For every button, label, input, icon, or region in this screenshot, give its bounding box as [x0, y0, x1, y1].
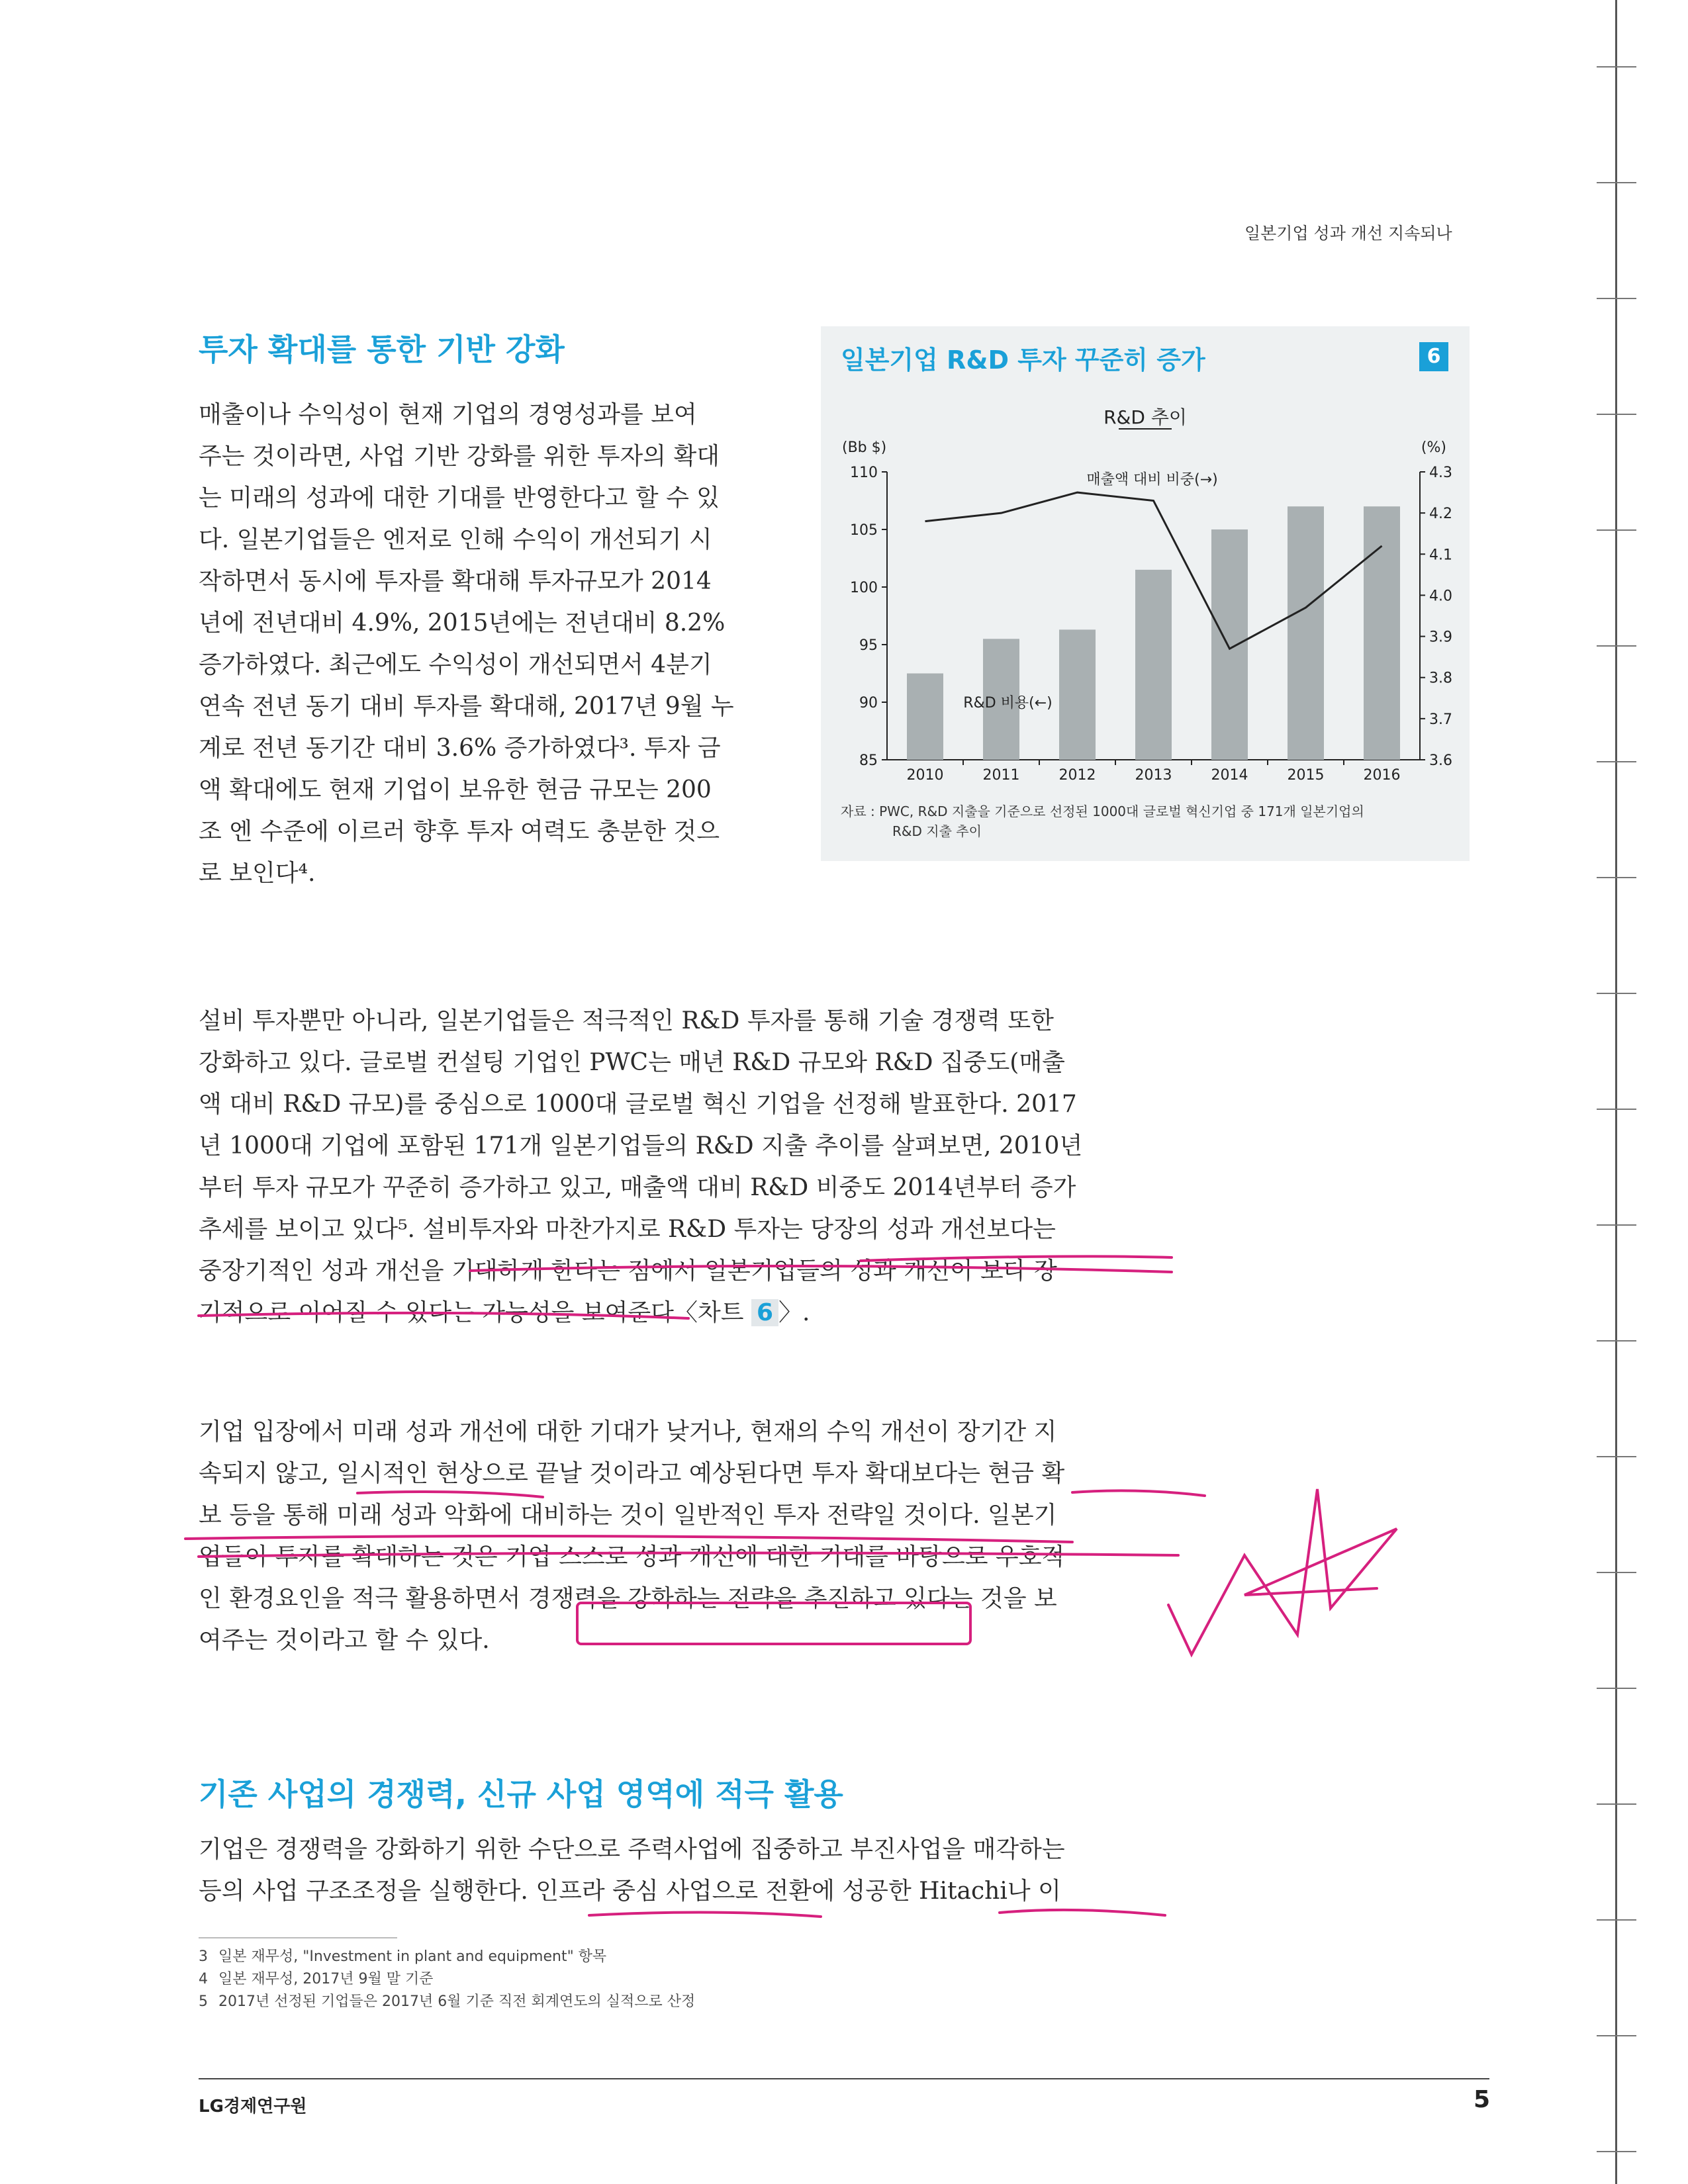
text-line: 기업 입장에서 미래 성과 개선에 대한 기대가 낮거나, 현재의 수익 개선이 장기간 지	[199, 1418, 1057, 1445]
line-series-label: 매출액 대비 비중(→)	[1086, 471, 1218, 488]
text-line: 주는 것이라면, 사업 기반 강화를 위한 투자의 확대	[199, 443, 720, 470]
text-line: 중장기적인 성과 개선을 기대하게 한다는 점에서 일본기업들의 성과 개선이 보다 장	[199, 1257, 1057, 1285]
pen-box	[577, 1603, 970, 1644]
x-tick-label: 2015	[1287, 767, 1325, 784]
y-left-tick-label: 90	[859, 695, 878, 711]
text-line: 속되지 않고, 일시적인 현상으로 끝날 것이라고 예상된다면 투자 확대보다는 현금 확	[199, 1460, 1065, 1487]
y-right-tick-label: 3.7	[1429, 711, 1452, 728]
pen-underline	[357, 1492, 543, 1497]
chart-title: R&D 추이	[1103, 406, 1187, 428]
x-tick-label: 2014	[1211, 767, 1248, 784]
y-right-tick-label: 3.8	[1429, 670, 1452, 687]
text-fragment: 기적으로 이어질 수 있다는 가능성을 보여준다〈차트	[199, 1299, 751, 1326]
bar-series-label: R&D 비용(←)	[963, 695, 1053, 711]
section-title-competitiveness: 기존 사업의 경쟁력, 신규 사업 영역에 적극 활용	[199, 1776, 843, 1812]
text-line: 는 미래의 성과에 대한 기대를 반영한다고 할 수 있	[199, 484, 720, 512]
text-line: 작하면서 동시에 투자를 확대해 투자규모가 2014	[199, 568, 712, 595]
text-line: 여주는 것이라고 할 수 있다.	[199, 1627, 490, 1654]
text-line: 연속 전년 동기 대비 투자를 확대해, 2017년 9월 누	[199, 693, 734, 720]
chart-source-line: 자료 : PWC, R&D 지출을 기준으로 선정된 1000대 글로벌 혁신기업 중 171개 일본기업의	[841, 803, 1364, 819]
text-line: 기업은 경쟁력을 강화하기 위한 수단으로 주력사업에 집중하고 부진사업을 매각하는	[199, 1836, 1065, 1863]
footnote-text: 2017년 선정된 기업들은 2017년 6월 기준 직전 회계연도의 실적으로 산정	[218, 1993, 696, 2010]
footnote	[199, 1968, 695, 1991]
chart-header-title: 일본기업 R&D 투자 꾸준히 증가	[841, 345, 1205, 375]
y-left-tick-label: 105	[850, 522, 878, 539]
pen-underline	[470, 1266, 1172, 1272]
text-line: 추세를 보이고 있다⁵. 설비투자와 마찬가지로 R&D 투자는 당장의 성과 개선보다는	[199, 1216, 1056, 1243]
y-right-unit-label: (%)	[1421, 439, 1446, 456]
text-line: 액 대비 R&D 규모)를 중심으로 1000대 글로벌 혁신 기업을 선정해 발표한다. 2017	[199, 1091, 1077, 1118]
text-line: 업들이 투자를 확대하는 것은 기업 스스로 성과 개선에 대한 기대를 바탕으로 우호적	[199, 1543, 1065, 1570]
x-tick-label: 2011	[982, 767, 1020, 784]
footnote-number: 5	[199, 1993, 208, 2010]
y-left-unit-label: (Bb $)	[842, 439, 887, 456]
section-title-investment: 투자 확대를 통한 기반 강화	[199, 332, 565, 367]
pen-strike	[861, 1256, 1172, 1261]
chart-number-badge: 6	[1419, 342, 1448, 371]
text-line: 보 등을 통해 미래 성과 악화에 대비하는 것이 일반적인 투자 전략일 것이다. 일본기	[199, 1502, 1057, 1529]
pen-underline	[199, 1313, 688, 1318]
footnote-text: 일본 재무성, 2017년 9월 말 기준	[218, 1971, 434, 1987]
footer-organization: LG경제연구원	[199, 2097, 307, 2116]
footnote	[199, 1946, 695, 1968]
x-tick-label: 2010	[906, 767, 944, 784]
pen-underline	[1000, 1910, 1165, 1915]
text-line: 설비 투자뿐만 아니라, 일본기업들은 적극적인 R&D 투자를 통해 기술 경쟁력 또한	[199, 1007, 1054, 1034]
pen-underline	[199, 1553, 1178, 1557]
text-fragment: 〉.	[778, 1299, 810, 1326]
y-right-tick-label: 3.9	[1429, 629, 1452, 646]
text-line: 인 환경요인을 적극 활용하면서 경쟁력을 강화하는 전략을 추진하고 있다는 것을 보	[199, 1585, 1057, 1612]
footer-divider	[199, 2078, 1489, 2079]
footnote-text: 일본 재무성, "Investment in plant and equipment" 항목	[218, 1948, 607, 1965]
text-line: 년에 전년대비 4.9%, 2015년에는 전년대비 8.2%	[199, 610, 726, 637]
text-line: 매출이나 수익성이 현재 기업의 경영성과를 보여	[199, 401, 697, 428]
text-line: 액 확대에도 현재 기업이 보유한 현금 규모는 200	[199, 776, 712, 803]
text-line: 년 1000대 기업에 포함된 171개 일본기업들의 R&D 지출 추이를 살펴보면, 2010년	[199, 1132, 1083, 1160]
text-line: 부터 투자 규모가 꾸준히 증가하고 있고, 매출액 대비 R&D 비중도 2014년부터 증가	[199, 1174, 1076, 1201]
text-line: 강화하고 있다. 글로벌 컨설팅 기업인 PWC는 매년 R&D 규모와 R&D 집중도(매출	[199, 1049, 1065, 1076]
text-line: 조 엔 수준에 이르러 향후 투자 여력도 충분한 것으	[199, 818, 720, 845]
chart-reference-badge[interactable]: 6	[751, 1299, 778, 1326]
text-line: 로 보인다⁴.	[199, 860, 316, 887]
pen-underline	[1072, 1490, 1205, 1496]
y-right-tick-label: 3.6	[1429, 752, 1452, 769]
text-line: 증가하였다. 최근에도 수익성이 개선되면서 4분기	[199, 651, 712, 678]
y-right-tick-label: 4.1	[1429, 547, 1452, 564]
running-header: 일본기업 성과 개선 지속되나	[1244, 224, 1452, 243]
x-tick-label: 2013	[1135, 767, 1172, 784]
footnotes	[199, 1946, 695, 2013]
y-right-tick-label: 4.2	[1429, 506, 1452, 523]
footnote-number: 3	[199, 1948, 208, 1965]
text-line: 다. 일본기업들은 엔저로 인해 수익이 개선되기 시	[199, 526, 712, 553]
y-left-tick-label: 110	[850, 465, 878, 481]
text-line: 등의 사업 구조조정을 실행한다. 인프라 중심 사업으로 전환에 성공한 Hitachi나 이	[199, 1878, 1061, 1905]
footnote	[199, 1991, 695, 2013]
pen-underline	[185, 1536, 1072, 1542]
y-left-tick-label: 95	[859, 637, 878, 654]
text-line: 계로 전년 동기간 대비 3.6% 증가하였다³. 투자 금	[199, 735, 721, 762]
footnote-divider	[199, 1937, 397, 1938]
x-tick-label: 2012	[1058, 767, 1096, 784]
pen-scribble	[1168, 1489, 1397, 1655]
footnote-number: 4	[199, 1971, 208, 1987]
y-left-tick-label: 100	[850, 580, 878, 596]
y-left-tick-label: 85	[859, 752, 878, 769]
chart-source-line: R&D 지출 추이	[892, 823, 982, 839]
y-right-tick-label: 4.0	[1429, 588, 1452, 605]
page-number: 5	[1474, 2086, 1491, 2113]
pen-underline	[589, 1912, 821, 1917]
x-tick-label: 2016	[1363, 767, 1401, 784]
y-right-tick-label: 4.3	[1429, 465, 1452, 481]
